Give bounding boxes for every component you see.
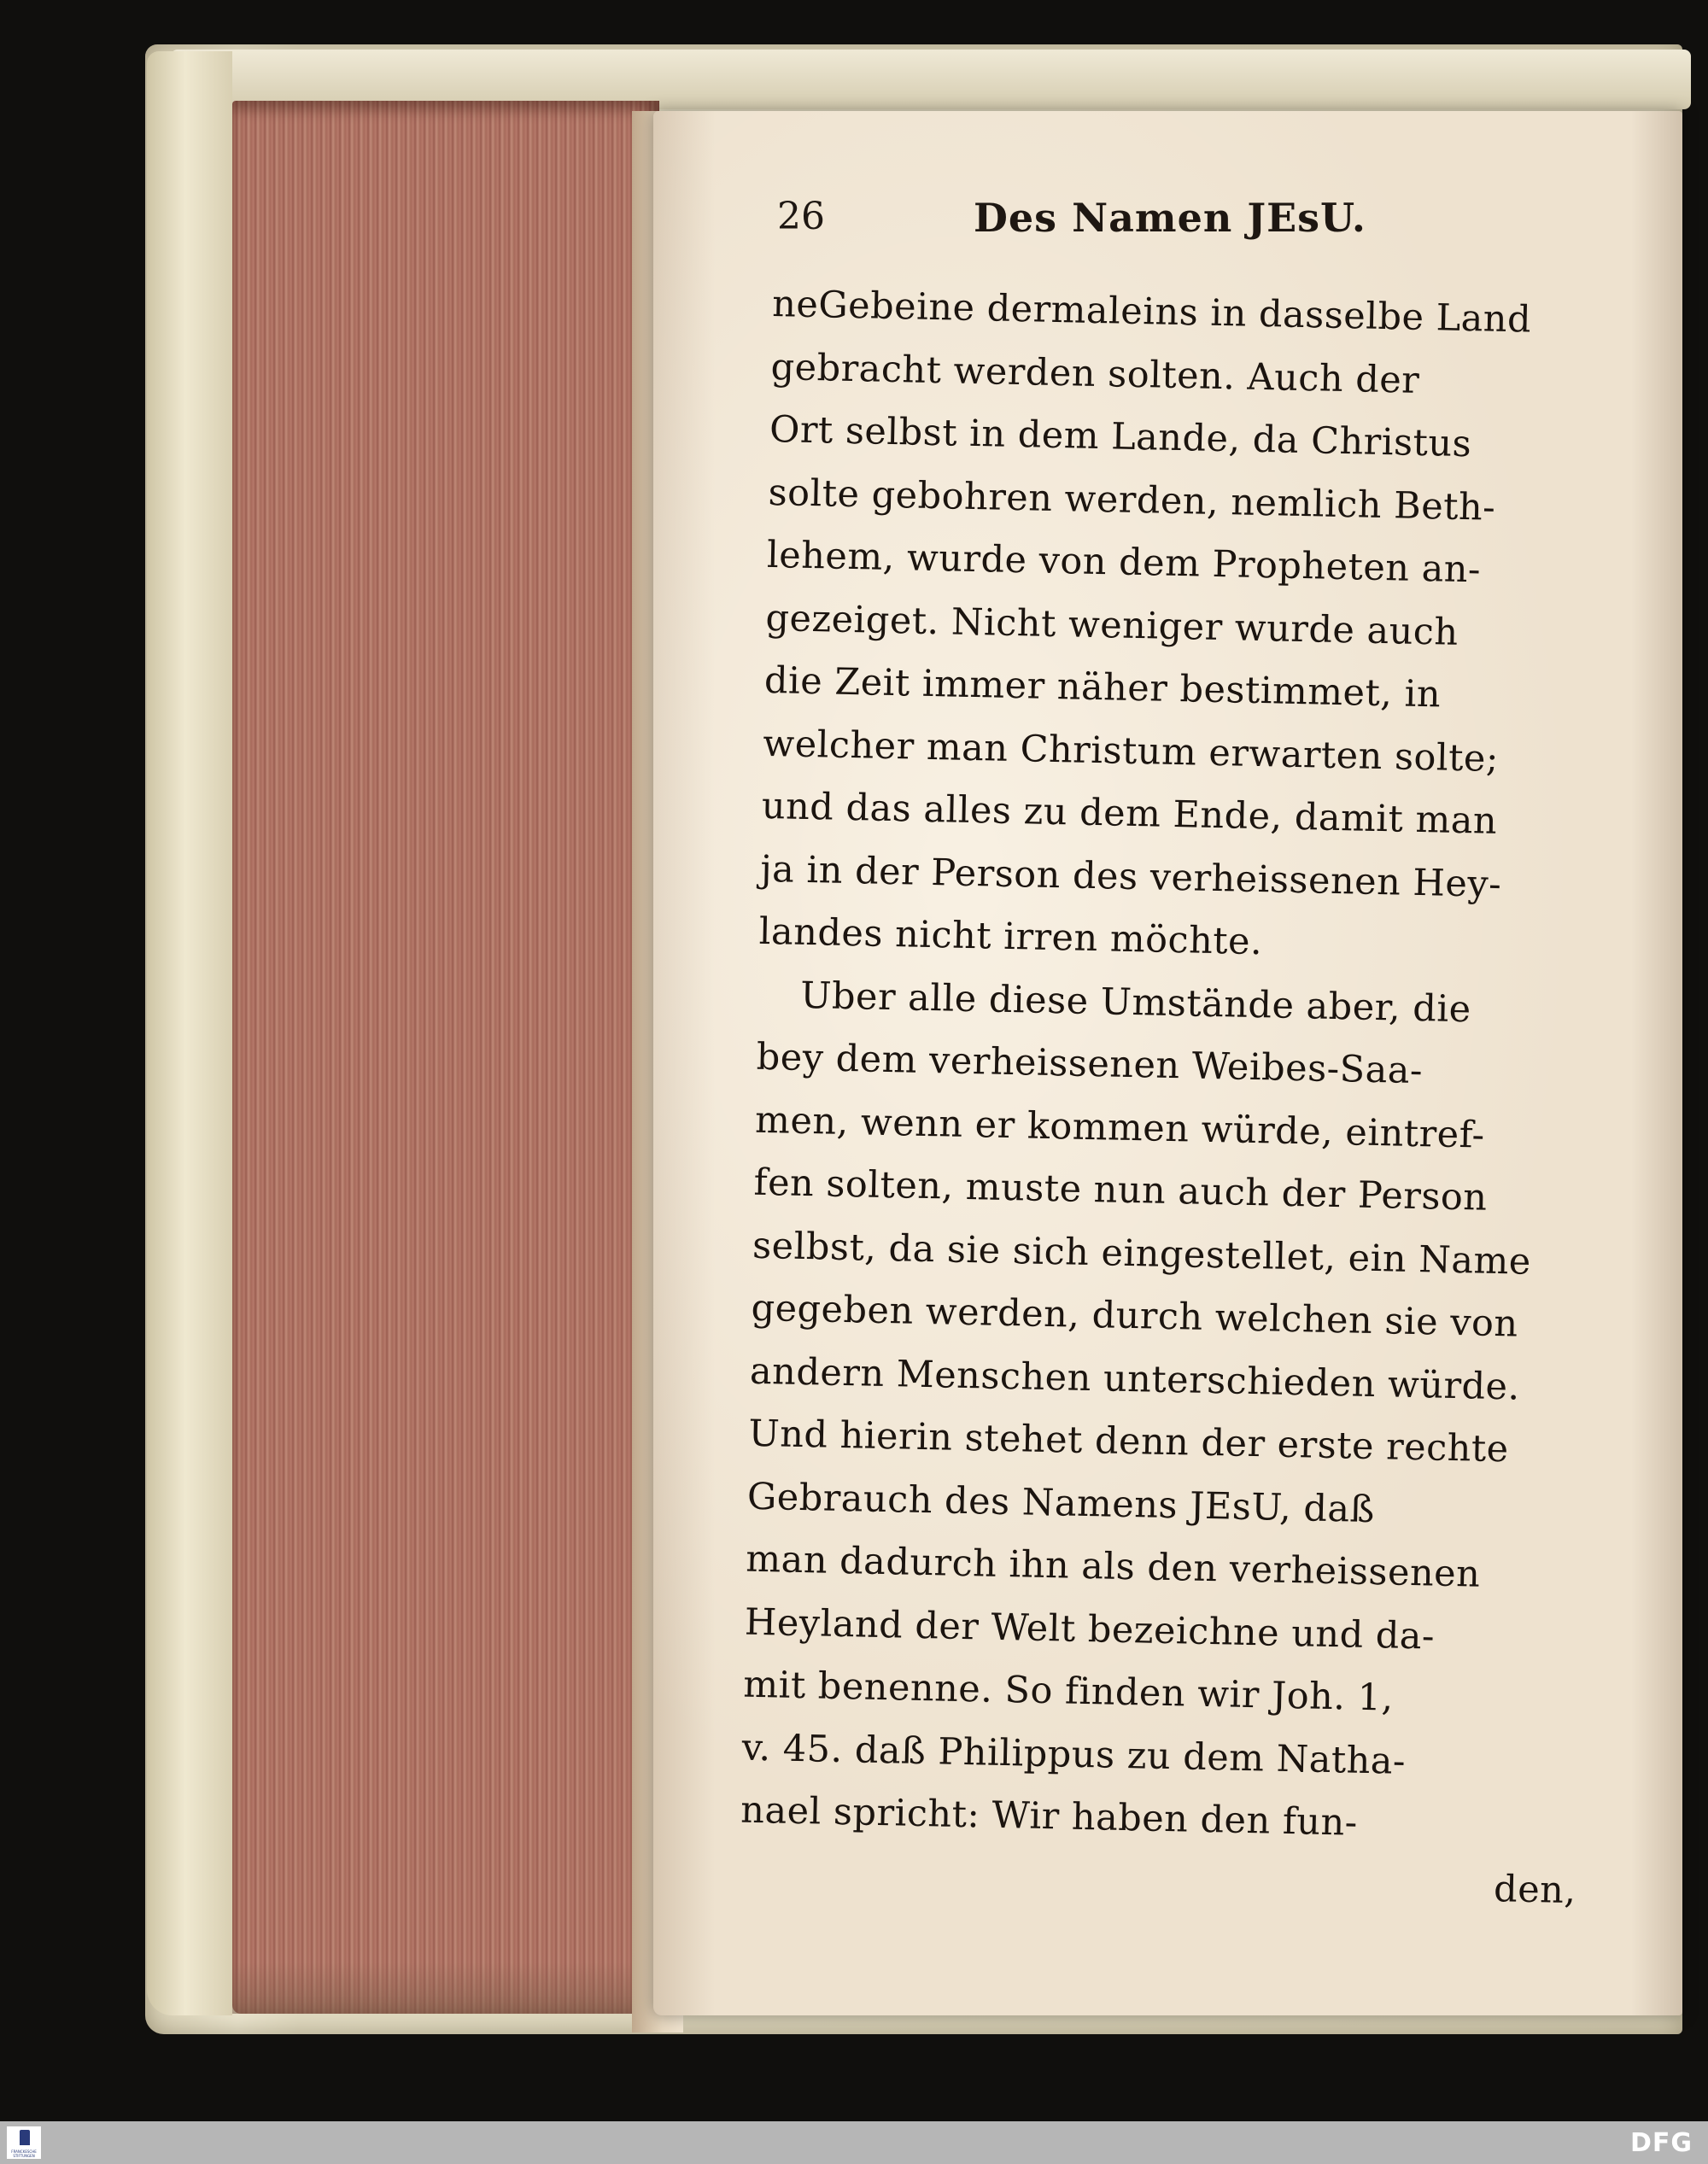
page-number: 26 — [777, 195, 825, 238]
text-line: Gebrauch des Namens JEsU, daß — [746, 1475, 1376, 1531]
text-line: gebracht werden solten. Auch der — [770, 345, 1420, 402]
text-line: mit benenne. So finden wir Joh. 1, — [742, 1663, 1395, 1720]
text-line: gegeben werden, durch welchen sie von — [751, 1286, 1519, 1346]
text-line: Und hierin stehet denn der erste rechte — [748, 1412, 1510, 1471]
text-line: welcher man Christum erwarten solte; — [762, 722, 1500, 781]
text-line: men, wenn er kommen würde, eintref- — [754, 1098, 1486, 1157]
text-line: man dadurch ihn als den verheissenen — [745, 1537, 1481, 1596]
binding-spine-edge — [147, 51, 232, 2015]
text-line: neGebeine dermaleins in dasselbe Land — [771, 282, 1532, 342]
library-seal-logo — [7, 2126, 41, 2159]
text-line: und das alles zu dem Ende, damit man — [761, 784, 1498, 843]
text-line: fen solten, muste nun auch der Person — [753, 1161, 1489, 1219]
seal-text: FRANCKESCHE STIFTUNGEN — [11, 2149, 37, 2158]
text-line: ja in der Person des verheissenen Hey- — [759, 847, 1502, 906]
dfg-logo: DFG — [1629, 2128, 1693, 2158]
text-line: Ort selbst in dem Lande, da Christus — [769, 407, 1472, 466]
text-line: die Zeit immer näher bestimmet, in — [763, 658, 1442, 716]
text-line: Heyland der Welt bezeichne und da- — [744, 1600, 1436, 1658]
running-head — [777, 195, 1631, 263]
catchword: den, — [1493, 1867, 1577, 1912]
red-page-edges — [232, 101, 659, 2014]
text-line: landes nicht irren möchte. — [758, 909, 1263, 964]
text-line: gezeiget. Nicht weniger wurde auch — [765, 596, 1459, 654]
text-line: bey dem verheissenen Weibes-Saa- — [756, 1035, 1424, 1093]
running-title: Des Namen JEsU. — [974, 195, 1366, 241]
footer-bar — [0, 2121, 1708, 2164]
text-line: selbst, da sie sich eingestellet, ein Name — [752, 1224, 1532, 1284]
text-line: solte gebohren werden, nemlich Beth- — [768, 471, 1496, 529]
text-line: Uber alle diese Umstände aber, die — [799, 974, 1472, 1031]
text-line: v. 45. daß Philippus zu dem Natha- — [741, 1726, 1407, 1783]
text-line: nael spricht: Wir haben den fun- — [740, 1788, 1359, 1845]
text-line: lehem, wurde von dem Propheten an- — [766, 533, 1482, 592]
seal-icon — [20, 2130, 30, 2145]
text-line: andern Menschen unterschieden würde. — [749, 1349, 1521, 1409]
body-text — [739, 273, 1644, 1923]
